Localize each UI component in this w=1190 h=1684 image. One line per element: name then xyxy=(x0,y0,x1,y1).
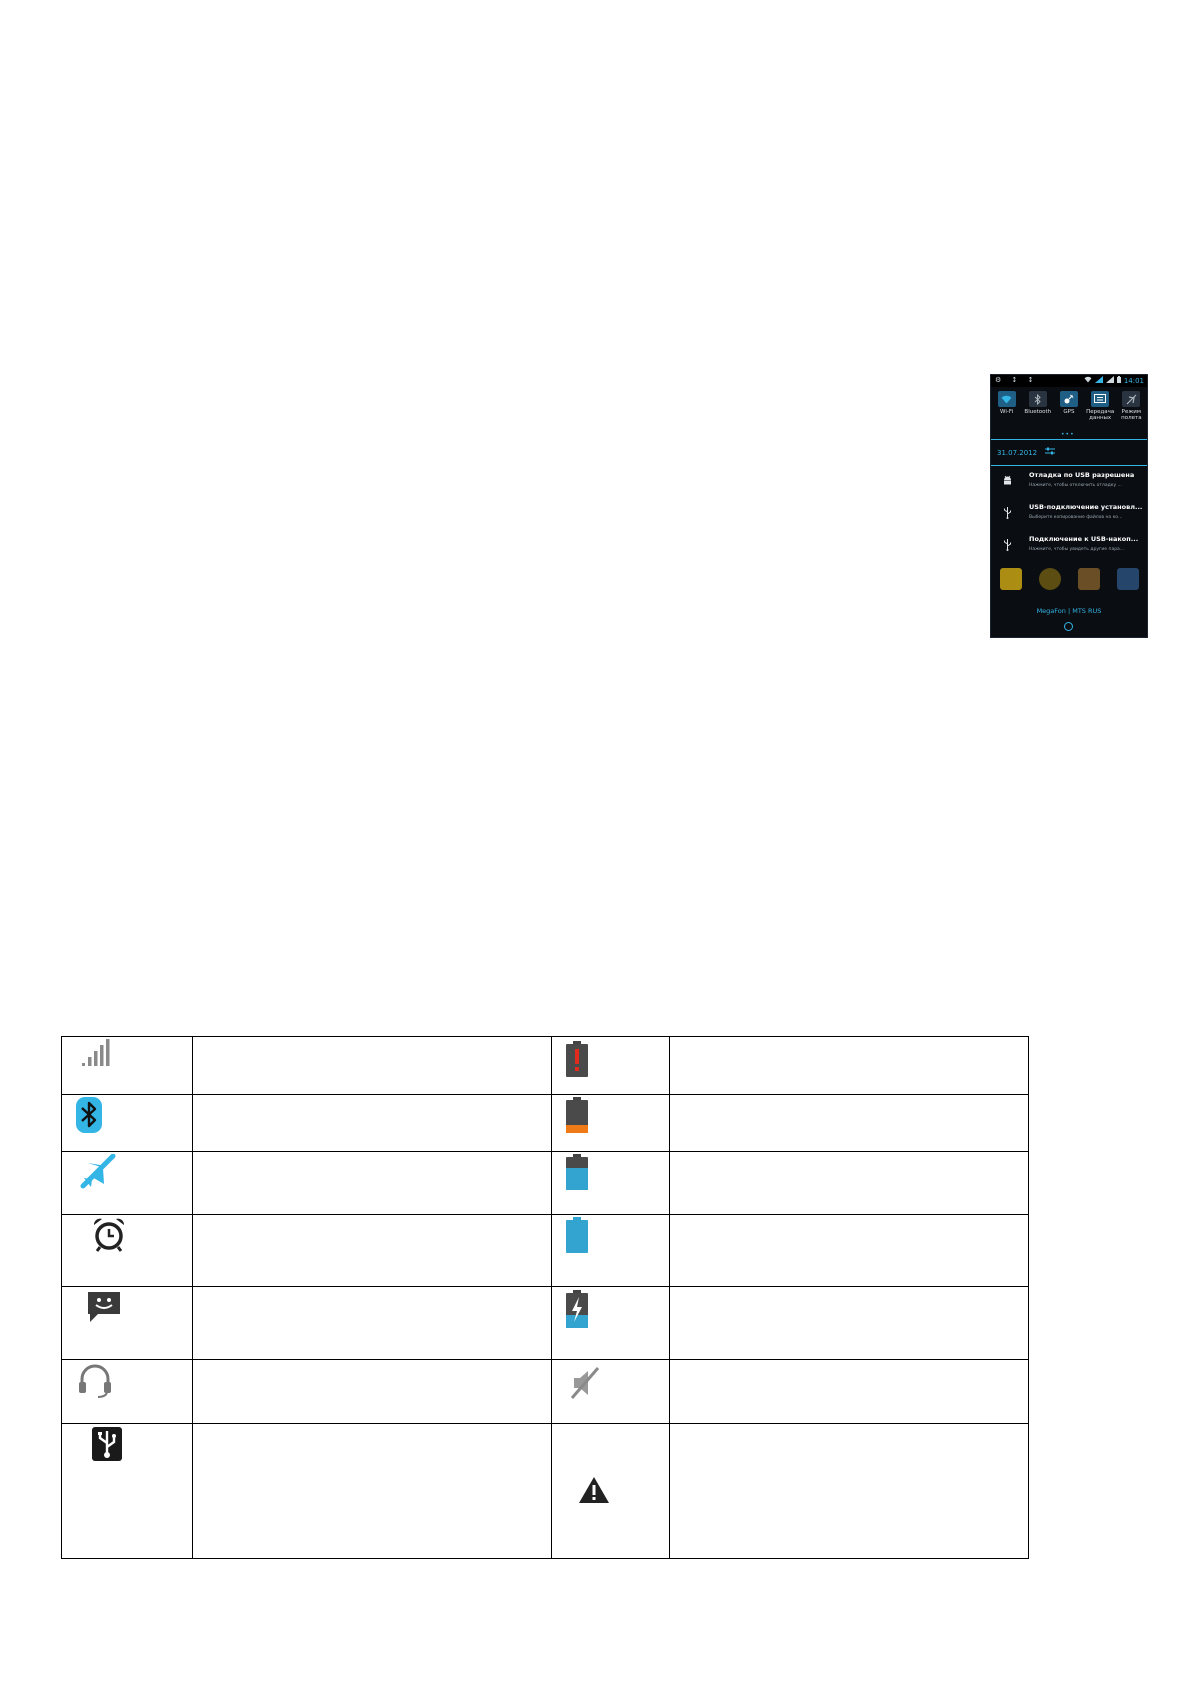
date-row xyxy=(997,447,1055,457)
new-message-icon xyxy=(86,1290,122,1326)
wifi-icon xyxy=(998,391,1016,407)
notification-item[interactable] xyxy=(991,531,1147,561)
quick-toggle-gps[interactable] xyxy=(1054,391,1084,431)
icon-cell xyxy=(552,1360,670,1424)
home-screen-dock xyxy=(991,559,1147,599)
icon-description xyxy=(670,1152,1029,1215)
notification-subtitle: Нажмите, чтобы отключить отладку ... xyxy=(1029,483,1122,488)
table-row xyxy=(62,1360,1029,1424)
icon-cell xyxy=(552,1037,670,1095)
usb-connected-icon xyxy=(92,1427,122,1461)
app-icon xyxy=(1000,568,1022,590)
quick-toggle-airplane[interactable] xyxy=(1116,391,1146,431)
battery-low-icon xyxy=(566,1097,588,1133)
battery-empty-alert-icon xyxy=(566,1041,588,1077)
warning-icon xyxy=(578,1476,610,1504)
quick-toggle-label: Wi-Fi xyxy=(1000,409,1014,415)
notification-item[interactable] xyxy=(991,467,1147,497)
icon-description xyxy=(670,1424,1029,1559)
usb-icon xyxy=(1001,539,1013,554)
signal-icon xyxy=(1106,376,1114,385)
data-transfer-icon xyxy=(1091,391,1109,407)
battery-charging-icon xyxy=(566,1290,588,1328)
table-row xyxy=(62,1095,1029,1152)
table-row xyxy=(62,1424,1029,1559)
signal-strength-icon xyxy=(82,1039,112,1067)
icon-description xyxy=(670,1215,1029,1287)
status-bar-left-icons: ⚙ ↕ ↕ xyxy=(995,376,1038,384)
battery-half-icon xyxy=(566,1154,588,1190)
notification-title: Отладка по USB разрешена xyxy=(1029,471,1135,479)
phone-notification-shade-screenshot xyxy=(990,374,1148,638)
android-debug-icon xyxy=(1001,475,1013,489)
notification-title: Подключение к USB-накоп... xyxy=(1029,535,1139,543)
quick-toggle-data[interactable] xyxy=(1085,391,1115,431)
divider xyxy=(991,465,1147,466)
quick-toggle-label: Bluetooth xyxy=(1024,409,1052,415)
quick-toggle-label: Передача данных xyxy=(1086,409,1115,421)
settings-sliders-icon[interactable] xyxy=(1045,449,1055,457)
icon-description xyxy=(193,1424,552,1559)
icon-description xyxy=(670,1095,1029,1152)
table-row xyxy=(62,1037,1029,1095)
quick-toggle-label: Режим полета xyxy=(1121,409,1142,421)
app-icon xyxy=(1078,568,1100,590)
wifi-icon xyxy=(1084,376,1092,385)
icon-cell xyxy=(62,1095,193,1152)
bluetooth-icon xyxy=(76,1097,102,1133)
carrier-label: MegaFon | MTS RUS xyxy=(1036,607,1102,615)
table-row xyxy=(62,1287,1029,1360)
gps-icon xyxy=(1060,391,1078,407)
icon-description xyxy=(193,1360,552,1424)
app-icon xyxy=(1039,568,1061,590)
alarm-clock-icon xyxy=(92,1217,126,1253)
notification-title: USB-подключение установл... xyxy=(1029,503,1143,511)
usb-icon xyxy=(1001,507,1013,522)
battery-icon xyxy=(1117,376,1121,385)
notification-item[interactable] xyxy=(991,499,1147,529)
icon-description xyxy=(193,1287,552,1360)
icon-cell xyxy=(552,1095,670,1152)
icon-description xyxy=(670,1037,1029,1095)
icon-description xyxy=(193,1037,552,1095)
bluetooth-icon xyxy=(1029,391,1047,407)
app-icon xyxy=(1117,568,1139,590)
notification-subtitle: Выберите копирование файлов на ко... xyxy=(1029,515,1123,520)
divider xyxy=(991,439,1147,440)
icon-cell xyxy=(552,1424,670,1559)
icon-cell xyxy=(552,1287,670,1360)
quick-toggle-wifi[interactable] xyxy=(992,391,1022,431)
icon-cell xyxy=(62,1152,193,1215)
notification-subtitle: Нажмите, чтобы увидеть другие пара... xyxy=(1029,547,1125,552)
icon-cell xyxy=(62,1287,193,1360)
quick-toggle-label: GPS xyxy=(1063,409,1075,415)
quick-toggle-bluetooth[interactable] xyxy=(1023,391,1053,431)
icon-description xyxy=(193,1095,552,1152)
status-bar xyxy=(991,375,1147,387)
shade-handle-icon[interactable] xyxy=(1064,622,1073,631)
status-time: 14:01 xyxy=(1123,376,1144,385)
table-row xyxy=(62,1215,1029,1287)
icon-description xyxy=(670,1360,1029,1424)
date-text: 31.07.2012 xyxy=(997,449,1038,457)
quick-settings xyxy=(991,391,1147,431)
headset-icon xyxy=(78,1364,112,1398)
signal-icon xyxy=(1095,376,1103,385)
icon-cell xyxy=(62,1360,193,1424)
icon-cell xyxy=(552,1152,670,1215)
icon-description xyxy=(670,1287,1029,1360)
sound-muted-icon xyxy=(568,1366,602,1400)
icon-cell xyxy=(552,1215,670,1287)
airplane-mode-icon xyxy=(80,1154,116,1190)
page-indicator: ••• xyxy=(1061,431,1075,438)
icon-cell xyxy=(62,1424,193,1559)
icon-cell xyxy=(62,1037,193,1095)
airplane-icon xyxy=(1122,391,1140,407)
table-row xyxy=(62,1152,1029,1215)
icon-description xyxy=(193,1152,552,1215)
status-icon-table xyxy=(61,1036,1029,1559)
icon-cell xyxy=(62,1215,193,1287)
icon-description xyxy=(193,1215,552,1287)
battery-full-icon xyxy=(566,1217,588,1253)
